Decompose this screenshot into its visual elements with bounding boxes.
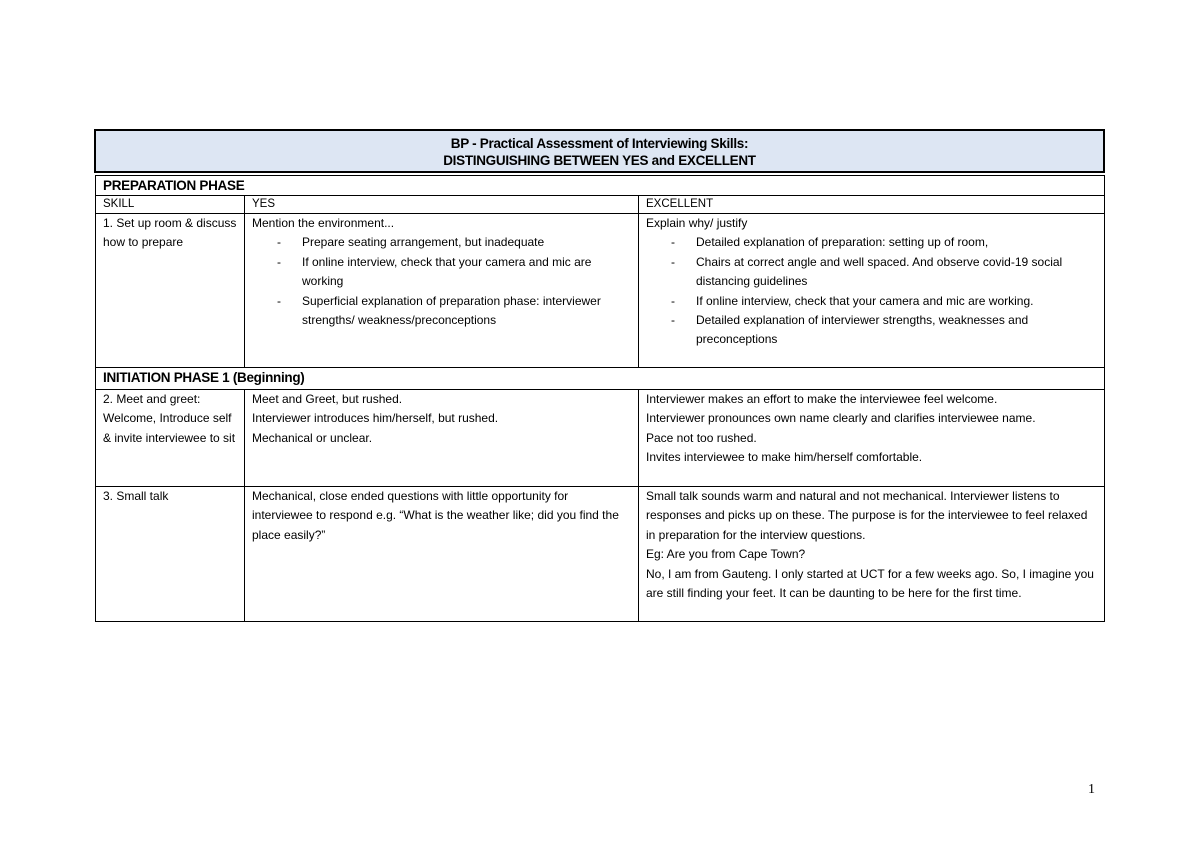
row2-excellent-line: Interviewer pronounces own name clearly and clarifies interviewee name. <box>646 411 1036 426</box>
row3-excellent <box>639 487 1105 622</box>
excellent-column-header: EXCELLENT <box>639 196 1105 214</box>
list-item: - Chairs at correct angle and well spaced. And observe covid-19 social distancing guidelines <box>696 253 1097 292</box>
preparation-phase-heading: PREPARATION PHASE <box>96 176 1105 196</box>
title-line-1: BP - Practical Assessment of Interviewing Skills: <box>450 136 749 151</box>
row2-excellent <box>639 390 1105 487</box>
row1-excellent <box>639 214 1105 368</box>
page-number: 1 <box>1088 782 1095 797</box>
list-item: - Detailed explanation of preparation: setting up of room, <box>696 233 1097 252</box>
row2-skill: 2. Meet and greet: Welcome, Introduce self & invite interviewee to sit <box>96 390 245 487</box>
list-item: - Superficial explanation of preparation phase: interviewer strengths/ weakness/preconceptions <box>302 292 631 331</box>
row2-excellent-line: Pace not too rushed. <box>646 430 757 445</box>
row1-excellent-intro: Explain why/ justify <box>646 216 748 230</box>
row3-excellent-line: Small talk sounds warm and natural and not mechanical. Interviewer listens to responses and picks up on these. The purpose is for the interviewee to feel relaxed in preparation for the interview questions. <box>646 489 1088 542</box>
assessment-table <box>95 175 1105 622</box>
row2-excellent-line: Interviewer makes an effort to make the interviewee feel welcome. <box>646 392 998 406</box>
row1-yes-intro: Mention the environment... <box>252 216 395 230</box>
yes-column-header: YES <box>245 196 639 214</box>
table-row <box>96 390 1105 487</box>
table-row <box>96 214 1105 368</box>
row3-yes: Mechanical, close ended questions with little opportunity for interviewee to respond e.g. “What is the weather like; did you find the place easily?” <box>245 487 639 622</box>
row1-yes-list <box>252 233 631 330</box>
row2-excellent-line: Invites interviewee to make him/herself comfortable. <box>646 450 923 465</box>
row2-yes-line: Meet and Greet, but rushed. <box>252 392 403 406</box>
row2-yes-line: Mechanical or unclear. <box>252 430 373 445</box>
list-item: - Detailed explanation of interviewer strengths, weaknesses and preconceptions <box>696 311 1097 350</box>
row1-excellent-list <box>646 233 1097 349</box>
table-row <box>96 487 1105 622</box>
row3-skill: 3. Small talk <box>96 487 245 622</box>
list-item: - If online interview, check that your camera and mic are working. <box>696 292 1097 311</box>
title-line-2: DISTINGUISHING BETWEEN YES and EXCELLENT <box>443 153 756 168</box>
row1-yes <box>245 214 639 368</box>
list-item: - Prepare seating arrangement, but inadequate <box>302 233 631 252</box>
row2-yes <box>245 390 639 487</box>
row3-excellent-line: Eg: Are you from Cape Town? <box>646 547 806 562</box>
document-title-box <box>94 129 1105 173</box>
list-item: - If online interview, check that your camera and mic are working <box>302 253 631 292</box>
table-header-row <box>96 196 1105 214</box>
initiation-phase-heading: INITIATION PHASE 1 (Beginning) <box>96 368 1105 390</box>
skill-column-header: SKILL <box>96 196 245 214</box>
row3-excellent-line: No, I am from Gauteng. I only started at UCT for a few weeks ago. So, I imagine you are still finding your feet. It can be daunting to be here for the first time. <box>646 566 1094 601</box>
row2-yes-line: Interviewer introduces him/herself, but rushed. <box>252 411 499 426</box>
row1-skill: 1. Set up room & discuss how to prepare <box>96 214 245 368</box>
